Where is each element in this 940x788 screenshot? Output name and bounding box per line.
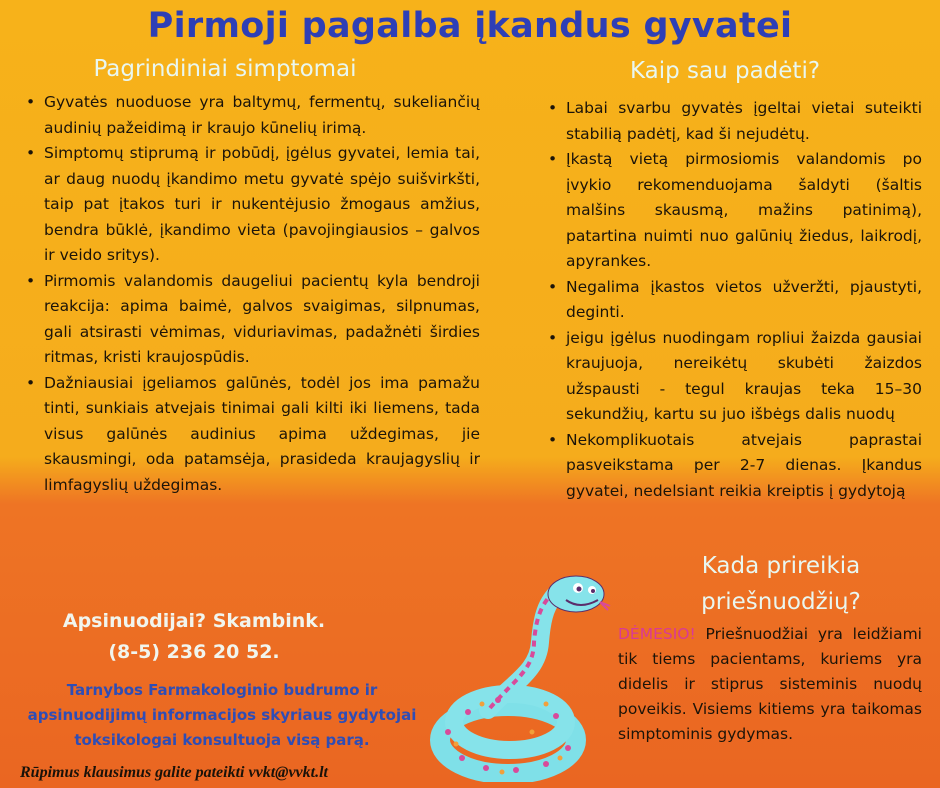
snake-icon bbox=[428, 572, 628, 782]
page-title: Pirmoji pagalba įkandus gyvatei bbox=[147, 6, 793, 46]
symptom-item: • Dažniausiai įgeliamos galūnės, todėl jos ima pamažu tinti, sunkiais atvejais tinimai gali kilti iki liemens, tada visus galūnės audinius apima uždegimas, jie skausmingi, oda patamsėja, prasideda kraujagyslių ir limfagyslių uždegimas. bbox=[22, 371, 480, 499]
symptoms-heading: Pagrindiniai simptomai bbox=[93, 56, 357, 82]
warning-label: DĖMESIO! bbox=[618, 625, 696, 643]
call-prompt: Apsinuodijai? Skambink. bbox=[62, 610, 326, 632]
call-box bbox=[20, 606, 368, 668]
selfhelp-heading: Kaip sau padėti? bbox=[629, 58, 821, 84]
selfhelp-item: • Negalima įkastos vietos užveržti, pjaustyti, deginti. bbox=[544, 275, 922, 326]
service-description: Tarnybos Farmakologinio budrumo ir apsinuodijimų informacijos skyriaus gydytojai toksikologai konsultuoja visą parą. bbox=[27, 681, 417, 749]
selfhelp-list bbox=[544, 96, 922, 504]
contact-note: Rūpimus klausimus galite pateikti vvkt@vvkt.lt bbox=[20, 764, 328, 781]
symptom-item: • Simptomų stiprumą ir pobūdį, įgėlus gyvatei, lemia tai, ar daug nuodų įkandimo metu gyvatė spėjo suišvirkšti, taip pat įtakos turi ir nukentėjusio žmogaus amžius, bendra būklė, įkandimo vieta (pavojingiausios – galvos ir veido sritys). bbox=[22, 141, 480, 269]
antidote-text bbox=[618, 622, 922, 747]
phone-number[interactable]: (8-5) 236 20 52. bbox=[108, 641, 280, 663]
antidote-body: Priešnuodžiai yra leidžiami tik tiems pacientams, kuriems yra didelis ir stiprus sisteminis nuodų poveikis. Visiems kitiems yra taikomas simptominis gydymas. bbox=[618, 625, 922, 743]
selfhelp-item: • Įkastą vietą pirmosiomis valandomis po įvykio rekomenduojama šaldyti (šaltis malšins skausmą, mažins patinimą), patartina nuimti nuo galūnių žiedus, laikrodį, apyrankes. bbox=[544, 147, 922, 275]
antidote-heading: Kada prireikia priešnuodžių? bbox=[701, 553, 861, 615]
symptoms-list bbox=[22, 90, 480, 498]
symptom-item: • Pirmomis valandomis daugeliui pacientų kyla bendroji reakcija: apima baimė, galvos svaigimas, silpnumas, gali atsirasti vėmimas, viduriavimas, padažnėti širdies ritmas, kristi kraujospūdis. bbox=[22, 269, 480, 371]
selfhelp-item: • Nekomplikuotais atvejais paprastai pasveikstama per 2-7 dienas. Įkandus gyvatei, nedelsiant reikia kreiptis į gydytoją bbox=[544, 428, 922, 505]
selfhelp-item: • jeigu įgėlus nuodingam ropliui žaizda gausiai kraujuoja, nereikėtų skubėti žaizdos užspausti - tegul kraujas teka 15–30 sekundžių, kartu su juo išbėgs dalis nuodų bbox=[544, 326, 922, 428]
selfhelp-item: • Labai svarbu gyvatės įgeltai vietai suteikti stabilią padėtį, kad ši nejudėtų. bbox=[544, 96, 922, 147]
symptom-item: • Gyvatės nuoduose yra baltymų, fermentų, sukeliančių audinių pažeidimą ir kraujo kūnelių irimą. bbox=[22, 90, 480, 141]
